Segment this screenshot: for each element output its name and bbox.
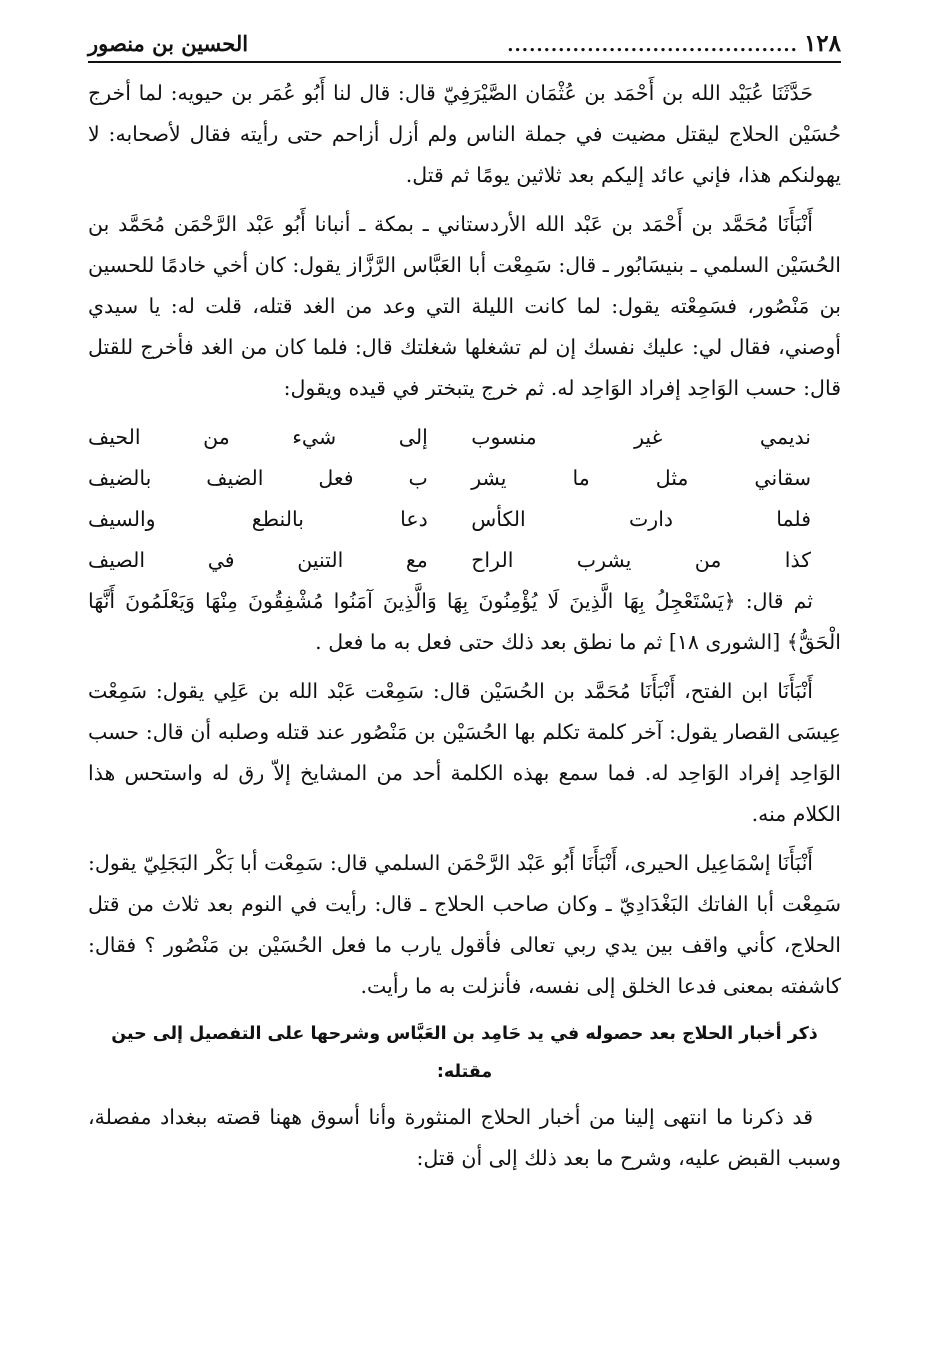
paragraph-razzaz-report: أَنْبَأَنَا مُحَمَّد بن أَحْمَد بن عَبْد الله الأردستاني ـ بمكة ـ أنبانا أَبُو عَبْد الرَّحْمَن مُحَمَّد بن الحُسَيْن السلمي ـ بنيسَابُور ـ قال: سَمِعْت أبا العَبَّاس الرَّزَّاز يقول: كان أخي خادمًا للحسين بن مَنْصُور، فسَمِعْته يقول: لما كانت الليلة التي وعد من الغد قتله، قلت له: يا سيدي أوصني، فقال لي: عليك نفسك إن لم تشغلها شغلتك قال: فلما كان من الغد فأخرج للقتل قال: حسب الوَاحِد إفراد الوَاحِد له. ثم خرج يتبختر في قيده ويقول: bbox=[88, 212, 841, 400]
poem-verse bbox=[88, 458, 811, 499]
paragraph-final: قد ذكرنا ما انتهى إلينا من أخبار الحلاج المنثورة وأنا أسوق ههنا قصته ببغداد مفصلة، وسبب القبض عليه، وشرح ما بعد ذلك إلى أن قتل: bbox=[88, 1105, 841, 1170]
header-left-group bbox=[507, 30, 841, 57]
paragraph-hayawayh-report: حَدَّثَنَا عُبَيْد الله بن أَحْمَد بن عُثْمَان الصَّيْرَفِيّ قال: قال لنا أَبُو عُمَر بن حيويه: لما أخرج حُسَيْن الحلاج ليقتل مضيت في جملة الناس ولم أزل أزاحم حتى رأيته فقال لأصحابه: لا يهولنكم هذا، فإني عائد إليكم بعد ثلاثين يومًا ثم قتل. bbox=[88, 81, 841, 187]
verse-second-hemistich: إلى شيء من الحيف bbox=[88, 425, 428, 449]
poem bbox=[88, 417, 841, 581]
verse-first-hemistich: سقاني مثل ما يشر bbox=[471, 466, 811, 490]
page-header bbox=[88, 30, 841, 63]
paragraph-quran-quote: ثم قال: ﴿يَسْتَعْجِلُ بِهَا الَّذِينَ لَا يُؤْمِنُونَ بِهَا وَالَّذِينَ آمَنُوا مُشْفِقُونَ مِنْهَا وَيَعْلَمُونَ أَنَّهَا الْحَقُّ﴾ [الشورى ١٨] ثم ما نطق بعد ذلك حتى فعل به ما فعل . bbox=[88, 589, 841, 654]
poem-verse bbox=[88, 540, 811, 581]
paragraph-dream-report: أَنْبَأَنَا إسْمَاعِيل الحيرى، أَنْبَأَنَا أَبُو عَبْد الرَّحْمَن السلمي قال: سَمِعْت أبا بَكْر البَجَلِيّ يقول: سَمِعْت أبا الفاتك البَغْدَادِيّ ـ وكان صاحب الحلاج ـ قال: رأيت في النوم بعد ثلاث من قتل الحلاج، كأني واقف بين يدي ربي تعالى فأقول يارب ما فعل الحُسَيْن بن مَنْصُور ؟ فقال: كاشفته بمعنى فدعا الخلق إلى نفسه، فأنزلت به ما رأيت. bbox=[88, 851, 841, 998]
page-number: ١٢٨ bbox=[803, 30, 841, 57]
verse-second-hemistich: ب فعل الضيف بالضيف bbox=[88, 466, 428, 490]
header-dots: ........................................ bbox=[507, 35, 798, 56]
verse-first-hemistich: نديمي غير منسوب bbox=[471, 425, 811, 449]
running-title: الحسين بن منصور bbox=[88, 31, 249, 56]
section-heading: ذكر أخبار الحلاج بعد حصوله في يد حَامِد بن العَبَّاس وشرحها على التفصيل إلى حين مقتله: bbox=[111, 1024, 818, 1082]
verse-second-hemistich: مع التنين في الصيف bbox=[88, 548, 428, 572]
poem-verse bbox=[88, 417, 811, 458]
paragraph-qassar-report: أَنْبَأَنَا ابن الفتح، أَنْبَأَنَا مُحَمَّد بن الحُسَيْن قال: سَمِعْت عَبْد الله بن عَلِي يقول: سَمِعْت عِيسَى القصار يقول: آخر كلمة تكلم بها الحُسَيْن بن مَنْصُور عند قتله وصلبه أن قال: حسب الوَاحِد إفراد الوَاحِد له. فما سمع بهذه الكلمة أحد من المشايخ إلاّ رق له واستحس هذا الكلام منه. bbox=[88, 679, 841, 826]
verse-second-hemistich: دعا بالنطع والسيف bbox=[88, 507, 428, 531]
verse-first-hemistich: كذا من يشرب الراح bbox=[471, 548, 811, 572]
poem-verse bbox=[88, 499, 811, 540]
verse-first-hemistich: فلما دارت الكأس bbox=[471, 507, 811, 531]
